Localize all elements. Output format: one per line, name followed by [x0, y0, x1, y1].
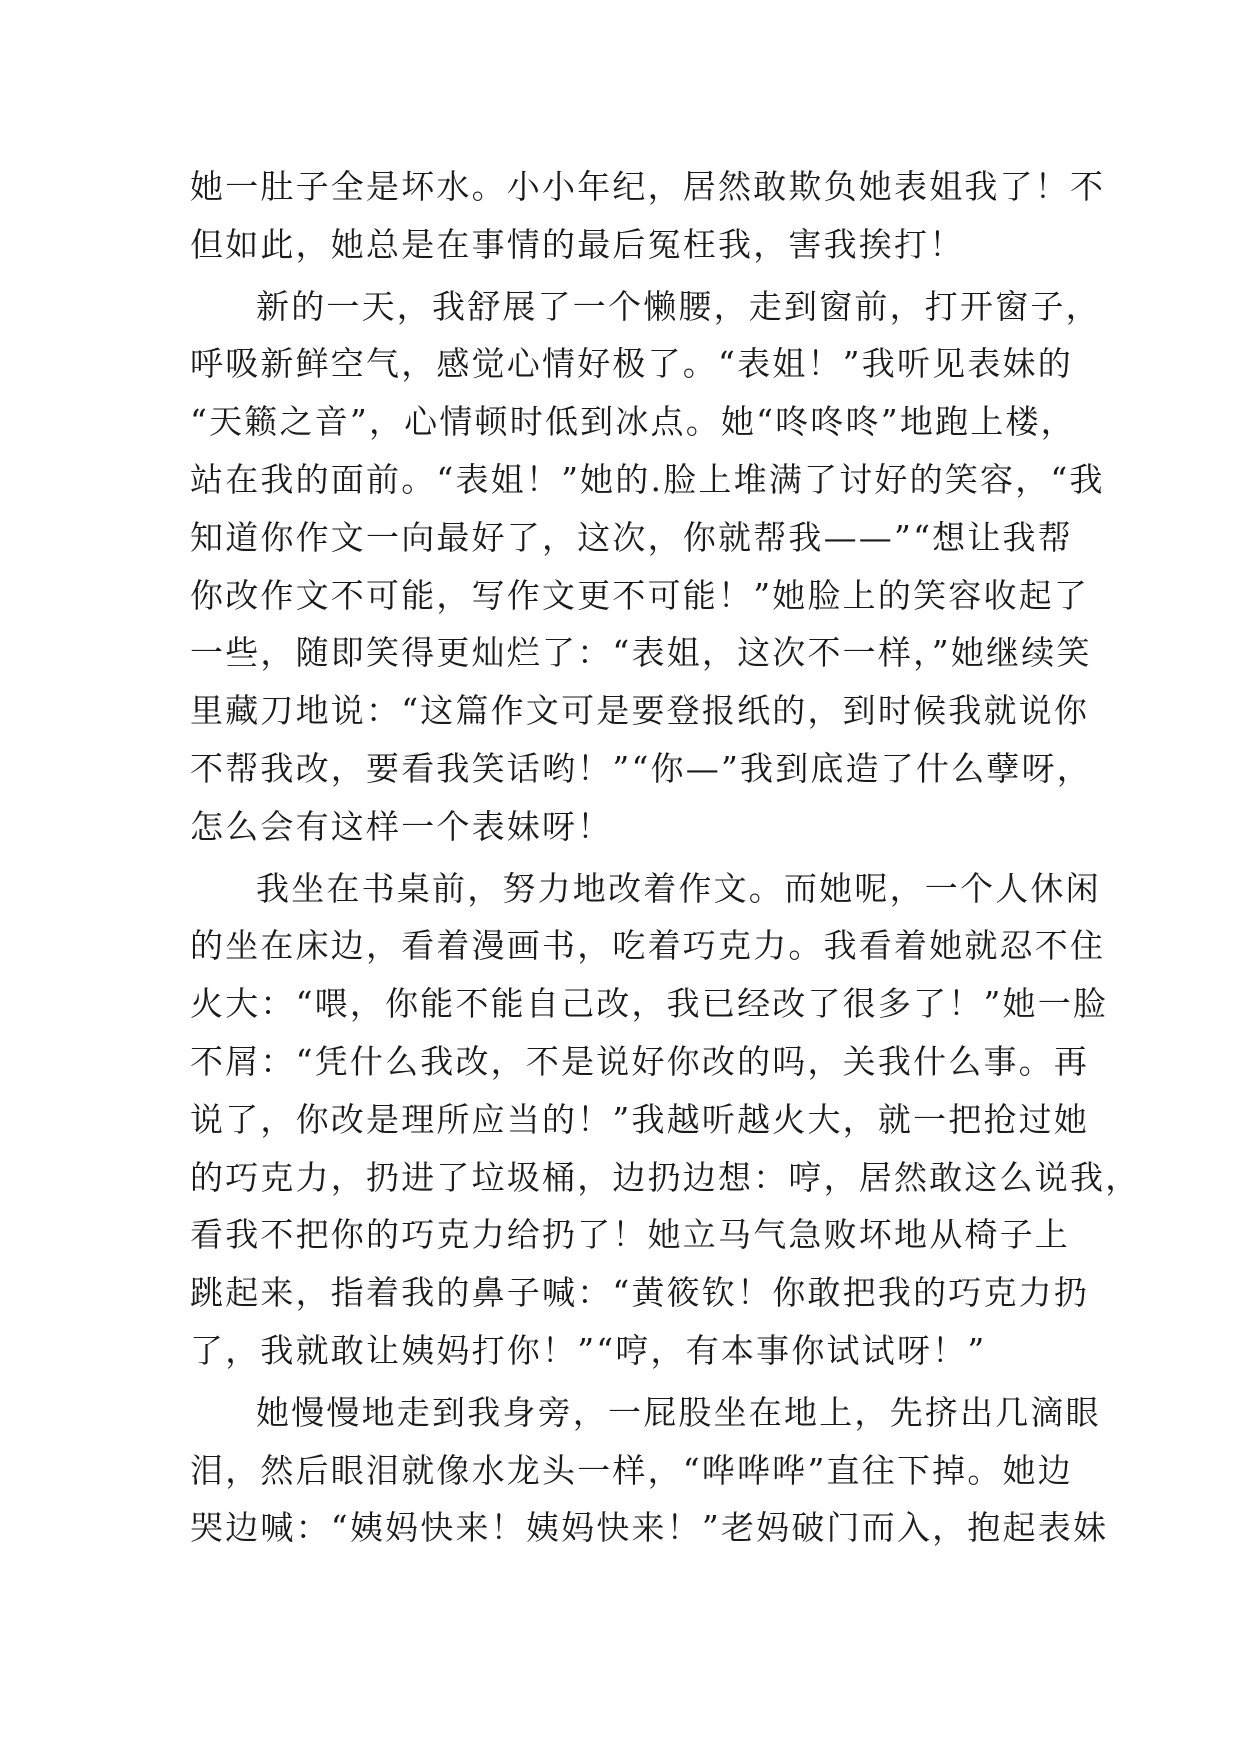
document-body — [190, 158, 1141, 1557]
text-line: 她一肚子全是坏水。小小年纪，居然敢欺负她表姐我了！不 — [190, 167, 1106, 206]
text-line: 看我不把你的巧克力给扔了！她立马气急败坏地从椅子上 — [190, 1215, 1070, 1255]
text-line: 你改作文不可能，写作文更不可能！”她脸上的笑容收起了 — [190, 575, 1090, 615]
text-line: 泪，然后眼泪就像水龙头一样，“哗哗哗”直往下掉。她边 — [190, 1450, 1073, 1490]
text-line: 知道你作文一向最好了，这次，你就帮我——”“想让我帮 — [190, 517, 1073, 557]
paragraph — [190, 278, 1105, 856]
text-line: 哭边喊：“姨妈快来！姨妈快来！”老妈破门而入，抱起表妹 — [190, 1508, 1109, 1548]
text-line: 不帮我改，要看我笑话哟！”“你—”我到底造了什么孽呀， — [190, 748, 1093, 788]
text-line: 了，我就敢让姨妈打你！”“哼，有本事你试试呀！” — [190, 1330, 987, 1370]
text-line: 火大：“喂，你能不能自己改，我已经改了很多了！”她一脸 — [190, 984, 1109, 1024]
text-line: 的坐在床边，看着漫画书，吃着巧克力。我看着她就忍不住 — [190, 926, 1106, 966]
text-line: 一些，随即笑得更灿烂了：“表姐，这次不一样，”她继续笑 — [190, 633, 1092, 673]
text-line: 但如此，她总是在事情的最后冤枉我，害我挨打！ — [190, 224, 965, 264]
text-line: 跳起来，指着我的鼻子喊：“黄筱钦！你敢把我的巧克力扔 — [190, 1273, 1090, 1313]
text-line: 说了，你改是理所应当的！”我越听越火大，就一把抢过她 — [190, 1099, 1090, 1139]
text-line: 新的一天，我舒展了一个懒腰，走到窗前，打开窗子， — [256, 286, 1101, 326]
text-line: 怎么会有这样一个表妹呀！ — [190, 806, 613, 846]
text-line: 的巧克力，扔进了垃圾桶，边扔边想：哼，居然敢这么说我， — [190, 1157, 1141, 1197]
paragraph — [190, 860, 1141, 1380]
text-line: 里藏刀地说：“这篇作文可是要登报纸的，到时候我就说你 — [190, 691, 1090, 731]
paragraph — [190, 1384, 1109, 1557]
paragraph — [190, 158, 1106, 274]
text-line: 我坐在书桌前，努力地改着作文。而她呢，一个人休闲 — [256, 868, 1101, 908]
text-line: 呼吸新鲜空气，感觉心情好极了。“表姐！”我听见表妹的 — [190, 344, 1073, 384]
text-line: 她慢慢地走到我身旁，一屁股坐在地上，先挤出几滴眼 — [256, 1392, 1101, 1432]
text-line: 站在我的面前。“表姐！”她的.脸上堆满了讨好的笑容，“我 — [190, 459, 1105, 499]
text-line: “天籁之音”，心情顿时低到冰点。她“咚咚咚”地跑上楼， — [190, 402, 1076, 442]
text-line: 不屑：“凭什么我改，不是说好你改的吗，关我什么事。再 — [190, 1041, 1090, 1081]
